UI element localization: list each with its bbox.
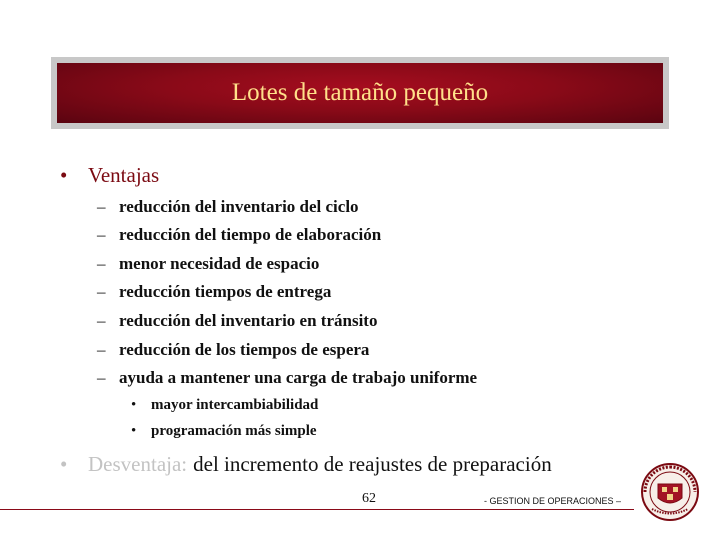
- bullet-dot: •: [131, 423, 137, 439]
- list-item: [97, 311, 377, 331]
- ventajas-bullet: [60, 163, 159, 188]
- slide-title: Lotes de tamaño pequeño: [231, 79, 489, 106]
- dash-marker: –: [97, 368, 106, 387]
- sub-list-item: [131, 397, 318, 414]
- desventaja-bullet: [60, 452, 552, 477]
- university-seal-icon: [640, 462, 700, 522]
- list-item-text: reducción tiempos de entrega: [119, 282, 332, 301]
- bullet-dot: •: [131, 397, 137, 413]
- desventaja-label: Desventaja:: [88, 452, 188, 476]
- list-item: [97, 225, 381, 245]
- sub-list-item-text: programación más simple: [151, 423, 317, 439]
- sub-list-item-text: mayor intercambiabilidad: [151, 397, 319, 413]
- dash-marker: –: [97, 340, 106, 359]
- list-item: [97, 282, 331, 302]
- footer-text: - GESTION DE OPERACIONES –: [484, 496, 622, 506]
- footer-divider: [0, 509, 634, 510]
- dash-marker: –: [97, 197, 106, 216]
- list-item-text: menor necesidad de espacio: [119, 254, 320, 273]
- bullet-dot: •: [60, 163, 68, 187]
- desventaja-text: del incremento de reajustes de preparación: [193, 452, 552, 476]
- page-number: 62: [362, 491, 376, 506]
- dash-marker: –: [97, 225, 106, 244]
- list-item-text: reducción del inventario en tránsito: [119, 311, 378, 330]
- dash-marker: –: [97, 311, 106, 330]
- list-item-text: reducción del tiempo de elaboración: [119, 225, 382, 244]
- list-item-text: ayuda a mantener una carga de trabajo uniforme: [119, 368, 478, 387]
- list-item-text: reducción del inventario del ciclo: [119, 197, 359, 216]
- ventajas-label: Ventajas: [88, 163, 160, 187]
- dash-marker: –: [97, 282, 106, 301]
- bullet-dot: •: [60, 452, 68, 476]
- dash-marker: –: [97, 254, 106, 273]
- list-item: [97, 254, 319, 274]
- title-bar: [57, 63, 663, 123]
- title-frame: [51, 57, 669, 129]
- list-item: [97, 197, 359, 217]
- sub-list-item: [131, 423, 317, 440]
- list-item: [97, 368, 477, 388]
- list-item-text: reducción de los tiempos de espera: [119, 340, 370, 359]
- list-item: [97, 340, 369, 360]
